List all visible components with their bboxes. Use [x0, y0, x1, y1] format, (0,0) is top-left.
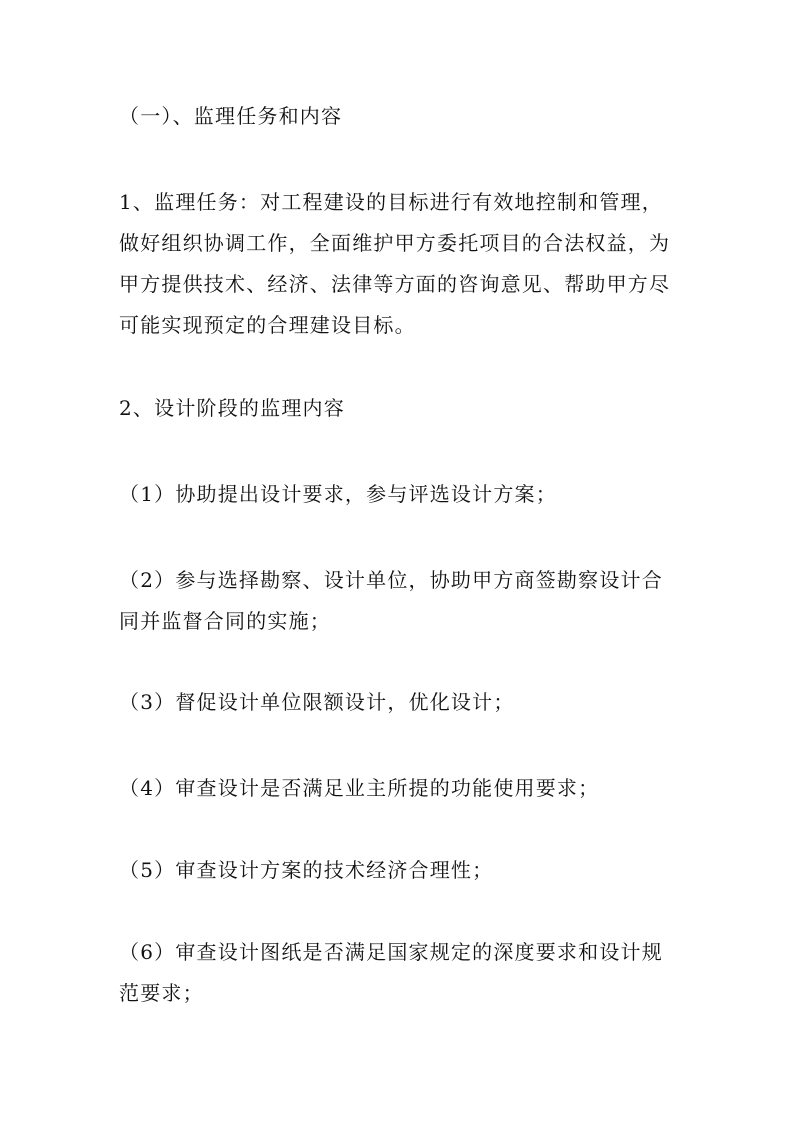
- list-item: （1）协助提出设计要求，参与评选设计方案；: [119, 482, 557, 506]
- list-item: （5）审查设计方案的技术经济合理性；: [119, 858, 494, 882]
- list-item: （4）审查设计是否满足业主所提的功能使用要求；: [119, 776, 600, 800]
- task-paragraph: 1、监理任务：对工程建设的目标进行有效地控制和管理，做好组织协调工作，全面维护甲方委托项目的合法权益，为甲方提供技术、经济、法律等方面的咨询意见、帮助甲方尽可能实现预定的合理建设目标。: [119, 190, 671, 337]
- section-heading: （一）、监理任务和内容: [119, 104, 343, 128]
- list-item: （6）审查设计图纸是否满足国家规定的深度要求和设计规范要求；: [119, 940, 663, 1005]
- list-item: （2）参与选择勘察、设计单位，协助甲方商签勘察设计合同并监督合同的实施；: [119, 568, 663, 633]
- list-item: （3）督促设计单位限额设计，优化设计；: [119, 690, 515, 714]
- design-stage-heading: 2、设计阶段的监理内容: [119, 396, 345, 420]
